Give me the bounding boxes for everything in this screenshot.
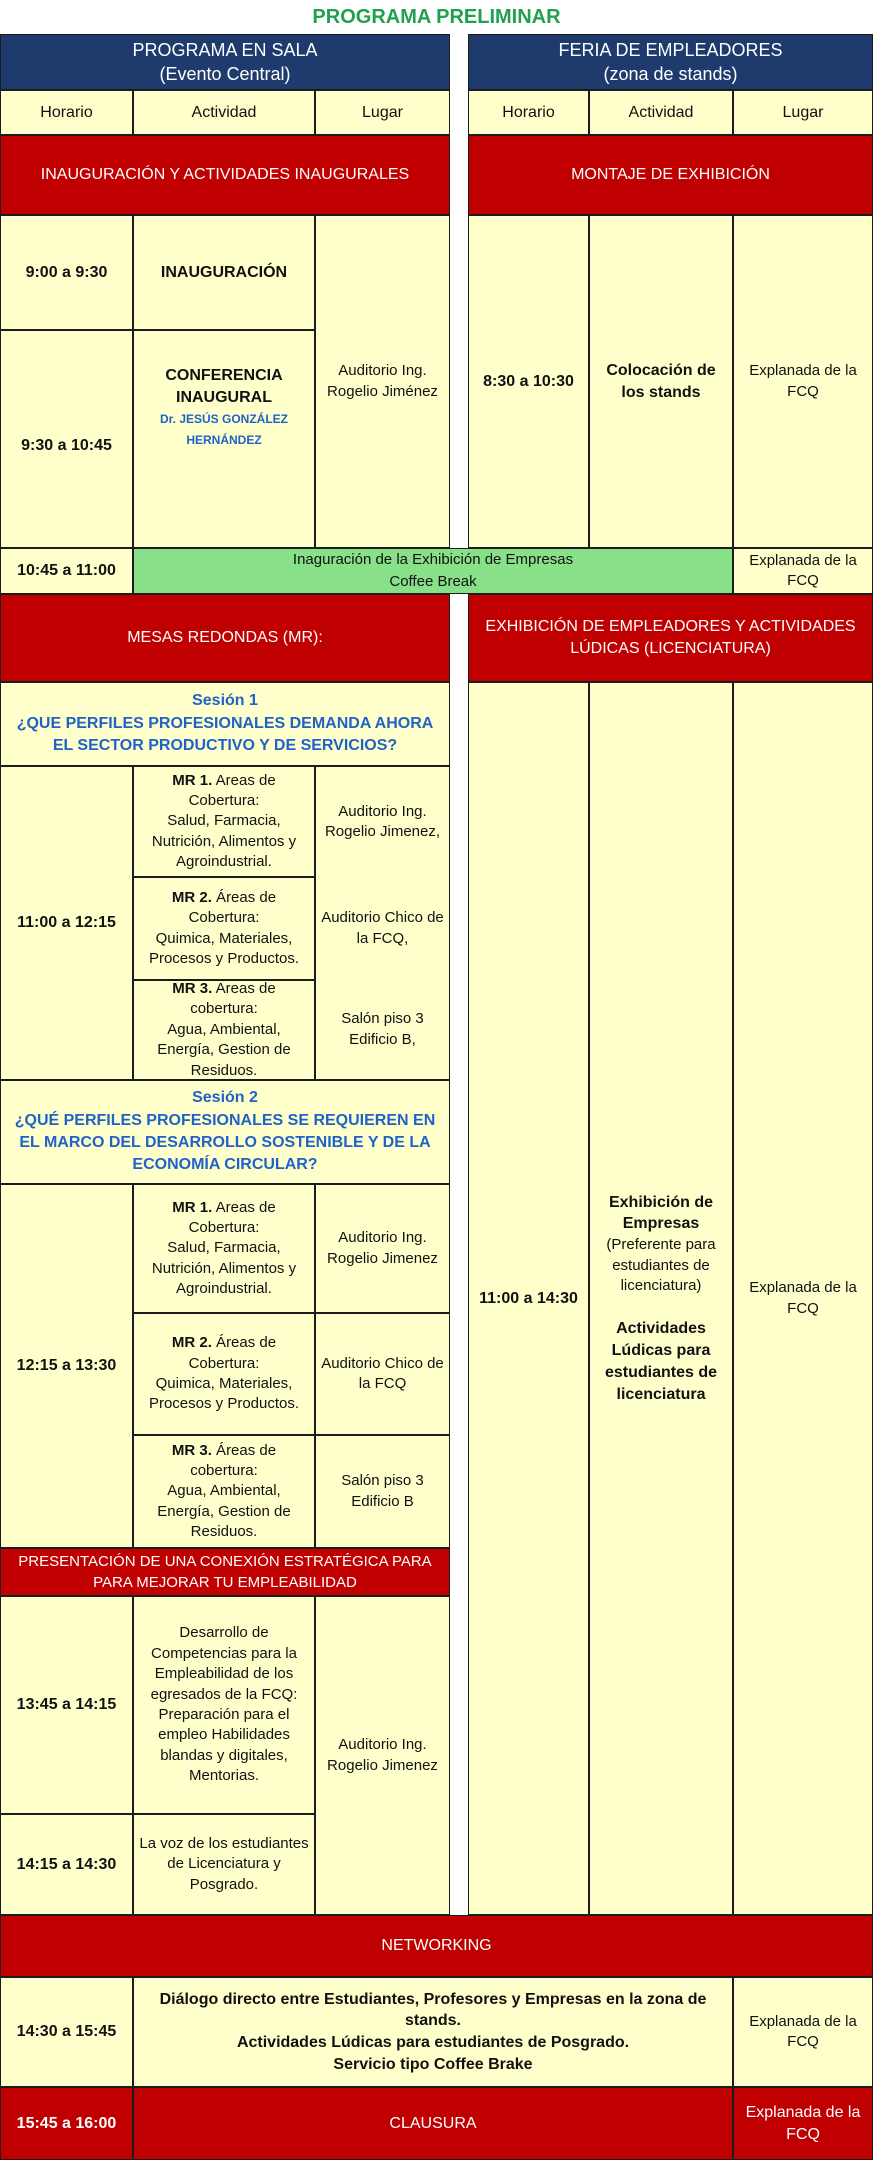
- session-1-header: [0, 682, 450, 766]
- s1-mr3-activity: [133, 980, 315, 1080]
- s1-mr1-rest: Areas de Cobertura:: [188, 771, 276, 809]
- conferencia-title: CONFERENCIA INAUGURAL: [165, 367, 283, 406]
- s2-mr3-rest: Áreas de cobertura:: [190, 1441, 277, 1479]
- s2-mr1-code: MR 1.: [172, 1198, 213, 1216]
- col-header-actividad-right: Actividad: [589, 90, 733, 135]
- right-header-title: FERIA DE EMPLEADORES: [558, 39, 783, 60]
- s1-mr3-place: Salón piso 3 Edificio B,: [315, 980, 450, 1080]
- activity-presentacion-1: Desarrollo de Competencias para la Empleabilidad de los egresados de la FCQ: Preparación para el empleo Habilidades blandas y digitales, Mentorias.: [133, 1596, 315, 1814]
- col-header-lugar-left: Lugar: [315, 90, 450, 135]
- time-session-1: 11:00 a 12:15: [0, 766, 133, 1080]
- s1-mr2-detail: Quimica, Materiales, Procesos y Productos.: [148, 929, 300, 967]
- exhibicion-note: (Preferente para estudiantes de licenciatura): [606, 1236, 716, 1294]
- time-networking: 14:30 a 15:45: [0, 1977, 133, 2087]
- networking-line3: Servicio tipo Coffee Brake: [333, 2055, 533, 2073]
- s1-mr3-code: MR 3.: [172, 980, 213, 998]
- right-header: [468, 34, 873, 90]
- s2-mr3-code: MR 3.: [171, 1441, 212, 1459]
- place-clausura: Explanada de la FCQ: [733, 2087, 873, 2160]
- networking-line1: Diálogo directo entre Estudiantes, Profesores y Empresas en la zona de stands.: [159, 1990, 707, 2030]
- activity-inauguracion: INAUGURACIÓN: [133, 215, 315, 330]
- page-title: PROGRAMA PRELIMINAR: [312, 5, 561, 28]
- s2-mr2-place: Auditorio Chico de la FCQ: [315, 1313, 450, 1435]
- activity-exhibicion: [589, 682, 733, 1915]
- s2-mr1-activity: [133, 1184, 315, 1313]
- time-exhibicion: 11:00 a 14:30: [468, 682, 589, 1915]
- s1-mr1-detail: Salud, Farmacia, Nutrición, Alimentos y Agroindustrial.: [151, 812, 297, 871]
- place-coffee: Explanada de la FCQ: [733, 548, 873, 594]
- session-2-question: ¿QUÉ PERFILES PROFESIONALES SE REQUIEREN EN EL MARCO DEL DESARROLLO SOSTENIBLE Y DE LA ECONOMÍA CIRCULAR?: [14, 1111, 436, 1174]
- s1-mr2-code: MR 2.: [171, 888, 212, 906]
- s1-mr2-place: Auditorio Chico de la FCQ,: [315, 877, 450, 980]
- col-header-horario-left: Horario: [0, 90, 133, 135]
- s1-mr2-activity: [133, 877, 315, 980]
- column-gap: [450, 34, 468, 1915]
- time-presentacion-2: 14:15 a 14:30: [0, 1814, 133, 1915]
- time-clausura: 15:45 a 16:00: [0, 2087, 133, 2160]
- s2-mr2-detail: Quimica, Materiales, Procesos y Productos.: [148, 1375, 300, 1413]
- place-inaugural: Auditorio Ing. Rogelio Jiménez: [315, 215, 450, 548]
- place-exhibicion: Explanada de la FCQ: [733, 682, 873, 1915]
- s1-mr3-rest: Areas de cobertura:: [190, 980, 276, 1018]
- s2-mr1-detail: Salud, Farmacia, Nutrición, Alimentos y Agroindustrial.: [151, 1239, 297, 1298]
- section-presentacion: PRESENTACIÓN DE UNA CONEXIÓN ESTRATÉGICA PARA PARA MEJORAR TU EMPLEABILIDAD: [0, 1548, 450, 1596]
- s1-mr3-detail: Agua, Ambiental, Energía, Gestion de Residuos.: [157, 1020, 291, 1079]
- col-header-horario-right: Horario: [468, 90, 589, 135]
- time-conferencia: 9:30 a 10:45: [0, 330, 133, 548]
- s2-mr3-detail: Agua, Ambiental, Energía, Gestion de Residuos.: [157, 1482, 291, 1541]
- section-networking: NETWORKING: [0, 1915, 873, 1977]
- s1-mr2-rest: Áreas de Cobertura:: [188, 888, 277, 927]
- section-inauguracion: INAUGURACIÓN Y ACTIVIDADES INAUGURALES: [0, 135, 450, 215]
- time-session-2: 12:15 a 13:30: [0, 1184, 133, 1548]
- time-montaje: 8:30 a 10:30: [468, 215, 589, 548]
- exhibicion-title: Exhibición de Empresas: [608, 1193, 713, 1233]
- col-header-actividad-left: Actividad: [133, 90, 315, 135]
- left-header-title: PROGRAMA EN SALA: [132, 39, 318, 60]
- s2-mr1-place: Auditorio Ing. Rogelio Jimenez: [315, 1184, 450, 1313]
- s2-mr1-rest: Areas de Cobertura:: [188, 1198, 276, 1236]
- session-1-label: Sesión 1: [192, 692, 258, 710]
- place-montaje: Explanada de la FCQ: [733, 215, 873, 548]
- conferencia-speaker: Dr. JESÚS GONZÁLEZ HERNÁNDEZ: [159, 411, 289, 448]
- time-presentacion-1: 13:45 a 14:15: [0, 1596, 133, 1814]
- left-header-subtitle: (Evento Central): [159, 64, 291, 84]
- col-header-lugar-right: Lugar: [733, 90, 873, 135]
- s2-mr3-place: Salón piso 3 Edificio B: [315, 1435, 450, 1548]
- activity-conferencia: [133, 330, 315, 548]
- s2-mr2-rest: Áreas de Cobertura:: [188, 1334, 277, 1372]
- activity-montaje: Colocación de los stands: [589, 215, 733, 548]
- time-coffee: 10:45 a 11:00: [0, 548, 133, 594]
- left-header: [0, 34, 450, 90]
- section-montaje: MONTAJE DE EXHIBICIÓN: [468, 135, 873, 215]
- activity-networking: [133, 1977, 733, 2087]
- activity-presentacion-2: La voz de los estudiantes de Licenciatura y Posgrado.: [133, 1814, 315, 1915]
- activity-coffee: [133, 548, 733, 594]
- s2-mr2-code: MR 2.: [171, 1334, 212, 1352]
- s1-mr1-activity: [133, 766, 315, 877]
- s2-mr2-activity: [133, 1313, 315, 1435]
- place-presentacion: Auditorio Ing. Rogelio Jimenez: [315, 1596, 450, 1915]
- s1-mr1-code: MR 1.: [172, 771, 213, 789]
- section-exhibicion: EXHIBICIÓN DE EMPLEADORES Y ACTIVIDADES LÚDICAS (LICENCIATURA): [468, 594, 873, 682]
- s2-mr3-activity: [133, 1435, 315, 1548]
- ludicas-title: Actividades Lúdicas para estudiantes de licenciatura: [604, 1320, 718, 1403]
- time-inauguracion: 9:00 a 9:30: [0, 215, 133, 330]
- session-2-header: [0, 1080, 450, 1184]
- networking-line2: Actividades Lúdicas para estudiantes de Posgrado.: [236, 2034, 630, 2051]
- section-clausura: CLAUSURA: [133, 2087, 733, 2160]
- session-2-label: Sesión 2: [192, 1089, 258, 1107]
- coffee-line2: Coffee Break: [389, 573, 477, 590]
- section-mesas: MESAS REDONDAS (MR):: [0, 594, 450, 682]
- coffee-line1: Inaguración de la Exhibición de Empresas: [292, 551, 574, 569]
- s1-mr1-place: Auditorio Ing. Rogelio Jimenez,: [315, 766, 450, 877]
- place-networking: Explanada de la FCQ: [733, 1977, 873, 2087]
- right-header-subtitle: (zona de stands): [603, 64, 738, 84]
- session-1-question: ¿QUE PERFILES PROFESIONALES DEMANDA AHORA EL SECTOR PRODUCTIVO Y DE SERVICIOS?: [16, 714, 434, 755]
